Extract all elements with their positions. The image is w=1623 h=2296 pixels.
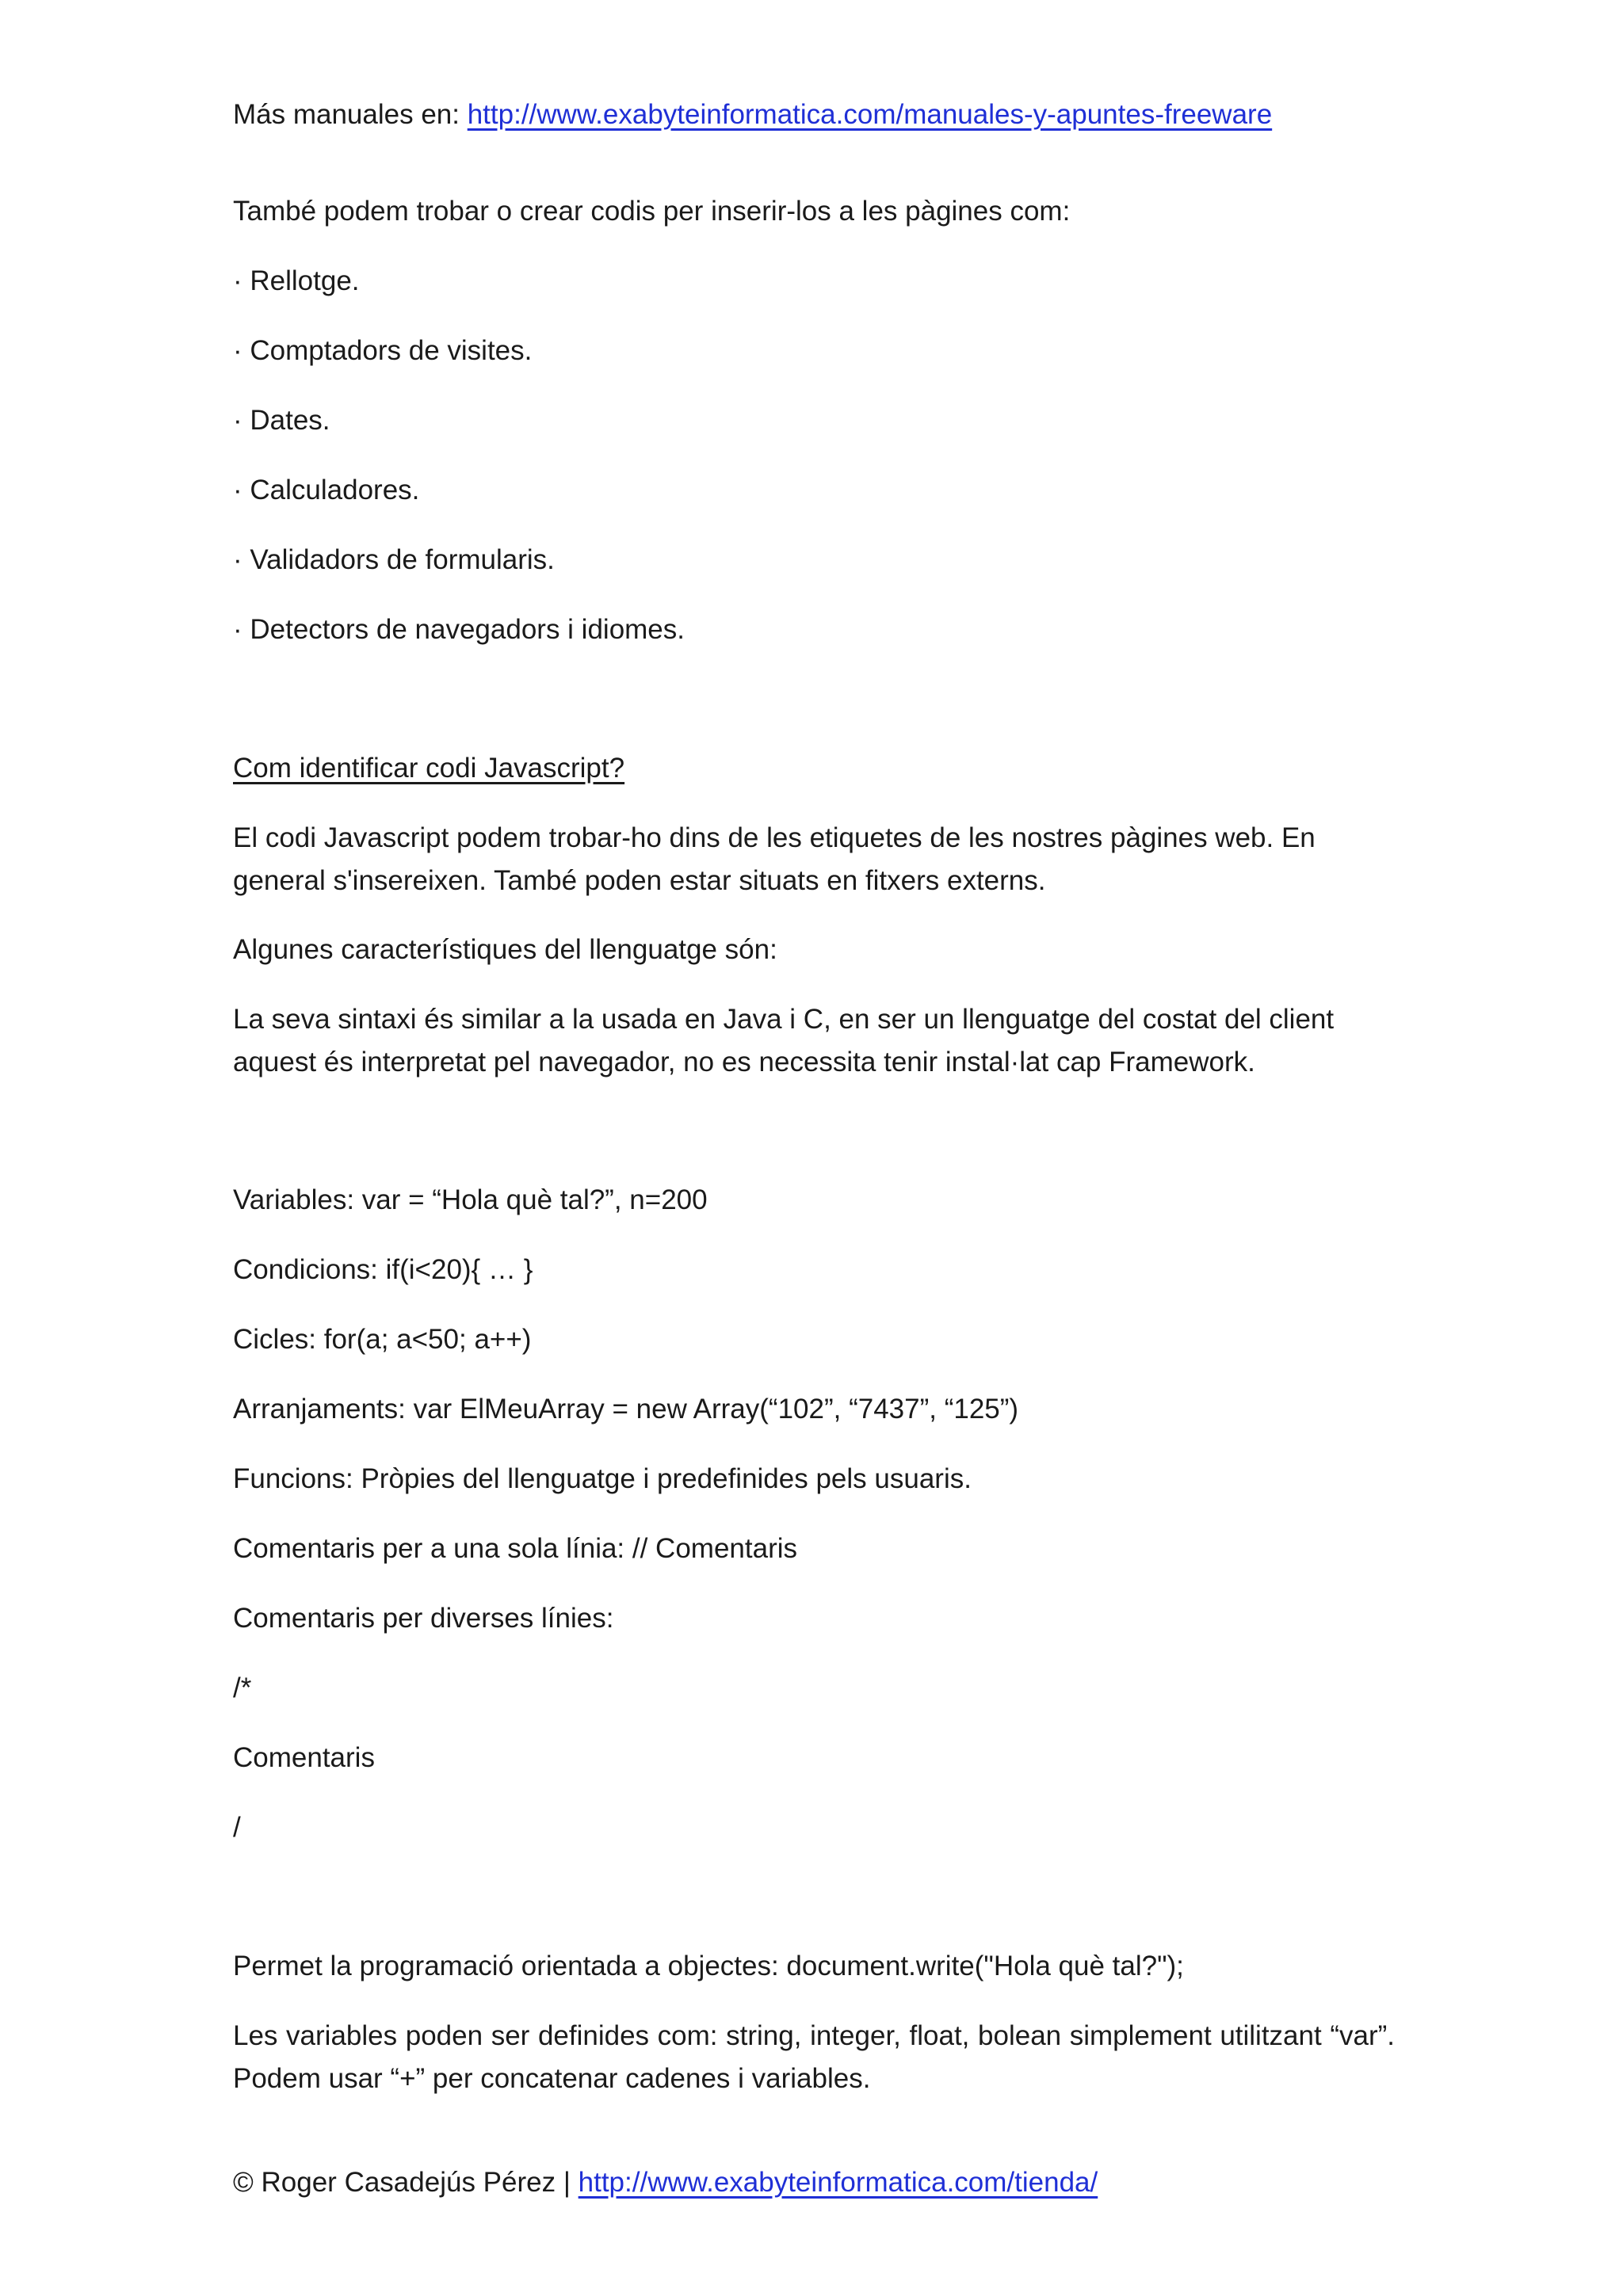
section-paragraph-3: La seva sintaxi és similar a la usada en Java i C, en ser un llenguatge del costat del client aquest és interpretat pel navegador, no es necessita tenir instal·lat cap Framework. (233, 1004, 1335, 1077)
section-paragraph-2: Algunes característiques del llenguatge són: (233, 934, 777, 965)
page-header (233, 93, 1272, 136)
section-paragraph-1: El codi Javascript podem trobar-ho dins de les etiquetes de les nostres pàgines web. En general s'insereixen. També poden estar situats en fitxers externs. (233, 822, 1316, 896)
feature-line: Arranjaments: var ElMeuArray = new Array(“102”, “7437”, “125”) (233, 1394, 1019, 1425)
feature-line: Cicles: for(a; a<50; a++) (233, 1324, 532, 1355)
bullet-item: · Validadors de formularis. (233, 544, 555, 575)
header-link[interactable]: http://www.exabyteinformatica.com/manuales-y-apuntes-freeware (467, 99, 1273, 130)
feature-line: Comentaris (233, 1742, 375, 1773)
feature-line: / (233, 1812, 241, 1843)
bullet-item: · Calculadores. (233, 475, 420, 505)
section-heading: Com identificar codi Javascript? (233, 753, 625, 784)
intro-text: També podem trobar o crear codis per inserir-los a les pàgines com: (233, 196, 1071, 227)
feature-line: Comentaris per a una sola línia: // Comentaris (233, 1533, 797, 1564)
closing-paragraph-1: Permet la programació orientada a objectes: document.write("Hola què tal?"); (233, 1951, 1184, 1981)
bullet-item: · Detectors de navegadors i idiomes. (233, 614, 685, 645)
bullet-item: · Dates. (233, 405, 330, 436)
feature-line: Condicions: if(i<20){ … } (233, 1254, 533, 1285)
footer-prefix: © Roger Casadejús Pérez | (233, 2167, 579, 2198)
document-page (233, 0, 1395, 2296)
bullet-item: · Comptadors de visites. (233, 335, 533, 366)
feature-line: /* (233, 1672, 252, 1703)
feature-line: Funcions: Pròpies del llenguatge i predefinides pels usuaris. (233, 1463, 972, 1494)
feature-line: Comentaris per diverses línies: (233, 1603, 614, 1634)
bullet-item: · Rellotge. (233, 265, 360, 296)
footer-link[interactable]: http://www.exabyteinformatica.com/tienda/ (578, 2167, 1098, 2198)
feature-line: Variables: var = “Hola què tal?”, n=200 (233, 1184, 708, 1215)
page-footer (233, 2161, 1098, 2204)
closing-paragraph-2: Les variables poden ser definides com: string, integer, float, bolean simplement utilitzant “var”. Podem usar “+” per concatenar cadenes i variables. (233, 2020, 1395, 2094)
header-prefix: Más manuales en: (233, 99, 468, 130)
